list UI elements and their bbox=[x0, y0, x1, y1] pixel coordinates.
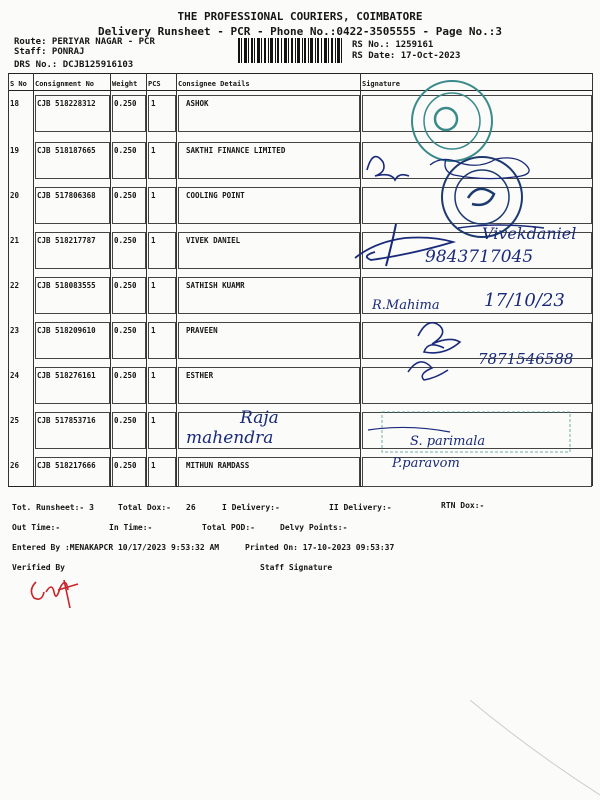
cell-sno: 26 bbox=[10, 461, 20, 470]
handwritten-phone: 9843717045 bbox=[425, 247, 534, 267]
handwritten-name: R.Mahima bbox=[372, 298, 440, 313]
cell-sno: 24 bbox=[10, 371, 20, 380]
column-divider bbox=[146, 73, 147, 486]
cell-consignment: CJB 518276161 bbox=[37, 371, 96, 380]
entered-by: Entered By :MENAKAPCR 10/17/2023 9:53:32 AM bbox=[12, 543, 220, 552]
cell-weight: 0.250 bbox=[114, 281, 137, 290]
cell-weight: 0.250 bbox=[114, 236, 137, 245]
total-pod-label: Total POD:- bbox=[202, 523, 255, 532]
document-title: THE PROFESSIONAL COURIERS, COIMBATORE bbox=[177, 10, 423, 23]
cell-consignment: CJB 517853716 bbox=[37, 416, 96, 425]
column-divider bbox=[110, 73, 111, 486]
total-dox-label: Total Dox:- bbox=[118, 503, 171, 512]
column-divider bbox=[360, 73, 361, 486]
cell-pcs: 1 bbox=[151, 371, 156, 380]
staff-label: Staff: PONRAJ bbox=[14, 47, 85, 57]
column-header-consignee: Consignee Details bbox=[178, 80, 250, 88]
cell-weight: 0.250 bbox=[114, 191, 137, 200]
cell-weight: 0.250 bbox=[114, 99, 137, 108]
scan-artifact-line bbox=[470, 700, 600, 800]
column-header-consignment: Consignment No bbox=[35, 80, 95, 88]
cell-consignment: CJB 518228312 bbox=[37, 99, 96, 108]
cell-consignee: ESTHER bbox=[186, 371, 214, 380]
table-top-border bbox=[8, 73, 592, 74]
cell-consignment: CJB 518209610 bbox=[37, 326, 96, 335]
handwritten-name: Vivekdaniel bbox=[482, 224, 577, 243]
table-right-border bbox=[592, 73, 593, 486]
cell-consignee: PRAVEEN bbox=[186, 326, 218, 335]
cell-consignee: SAKTHI FINANCE LIMITED bbox=[186, 146, 286, 155]
in-time-label: In Time:- bbox=[109, 523, 153, 532]
cell-pcs: 1 bbox=[151, 416, 156, 425]
cell-weight: 0.250 bbox=[114, 326, 137, 335]
cell-box bbox=[362, 367, 592, 404]
cell-weight: 0.250 bbox=[114, 146, 137, 155]
cell-consignee: SATHISH KUAMR bbox=[186, 281, 245, 290]
cell-pcs: 1 bbox=[151, 326, 156, 335]
staff-signature-label: Staff Signature bbox=[260, 563, 333, 572]
cell-sno: 22 bbox=[10, 281, 20, 290]
cell-consignee: VIVEK DANIEL bbox=[186, 236, 241, 245]
cell-box bbox=[362, 95, 592, 132]
cell-consignment: CJB 518187665 bbox=[37, 146, 96, 155]
document-subtitle: Delivery Runsheet - PCR - Phone No.:0422-3505555 - Page No.:3 bbox=[98, 25, 502, 38]
table-left-border bbox=[8, 73, 9, 486]
out-time-label: Out Time:- bbox=[12, 523, 61, 532]
i-delivery-label: I Delivery:- bbox=[222, 503, 280, 512]
tot-runsheet: Tot. Runsheet:- 3 bbox=[12, 503, 94, 512]
route-label: Route: PERIYAR NAGAR - PCR bbox=[14, 37, 155, 47]
table-header-border bbox=[8, 90, 592, 91]
rs-number: RS No.: 1259161 bbox=[352, 40, 434, 50]
cell-sno: 25 bbox=[10, 416, 20, 425]
cell-consignment: CJB 518217787 bbox=[37, 236, 96, 245]
printed-on: Printed On: 17-10-2023 09:53:37 bbox=[245, 543, 395, 552]
ii-delivery-label: II Delivery:- bbox=[329, 503, 392, 512]
cell-pcs: 1 bbox=[151, 281, 156, 290]
column-header-sno: S No bbox=[10, 80, 27, 88]
cell-pcs: 1 bbox=[151, 236, 156, 245]
handwritten-name: Raja bbox=[240, 408, 279, 428]
cell-sno: 18 bbox=[10, 99, 20, 108]
delvy-points-label: Delvy Points:- bbox=[280, 523, 348, 532]
cell-consignee: COOLING POINT bbox=[186, 191, 245, 200]
verified-by-label: Verified By bbox=[12, 563, 65, 572]
cell-box bbox=[362, 187, 592, 224]
handwritten-phone: 7871546588 bbox=[478, 350, 574, 368]
cell-sno: 19 bbox=[10, 146, 20, 155]
column-divider bbox=[33, 73, 34, 486]
drs-number: DRS No.: DCJB125916103 bbox=[14, 60, 134, 70]
cell-sno: 21 bbox=[10, 236, 20, 245]
cell-pcs: 1 bbox=[151, 461, 156, 470]
cell-weight: 0.250 bbox=[114, 416, 137, 425]
handwritten-signature: S. parimala bbox=[410, 434, 486, 449]
cell-sno: 20 bbox=[10, 191, 20, 200]
cell-consignment: CJB 518217666 bbox=[37, 461, 96, 470]
cell-pcs: 1 bbox=[151, 191, 156, 200]
cell-pcs: 1 bbox=[151, 146, 156, 155]
cell-sno: 23 bbox=[10, 326, 20, 335]
cell-consignment: CJB 517806368 bbox=[37, 191, 96, 200]
cell-pcs: 1 bbox=[151, 99, 156, 108]
handwritten-name: mahendra bbox=[186, 428, 274, 448]
column-header-weight: Weight bbox=[112, 80, 138, 88]
column-header-signature: Signature bbox=[362, 80, 400, 88]
column-header-pcs: PCS bbox=[148, 80, 161, 88]
rtn-dox-label: RTN Dox:- bbox=[441, 501, 485, 510]
total-dox-value: 26 bbox=[186, 503, 196, 512]
cell-weight: 0.250 bbox=[114, 371, 137, 380]
cell-consignee: ASHOK bbox=[186, 99, 209, 108]
cell-weight: 0.250 bbox=[114, 461, 137, 470]
cell-consignee: MITHUN RAMDASS bbox=[186, 461, 250, 470]
cell-consignment: CJB 518083555 bbox=[37, 281, 96, 290]
handwritten-date: 17/10/23 bbox=[484, 290, 565, 311]
barcode-icon bbox=[238, 38, 342, 63]
handwritten-signature: P.paravom bbox=[392, 456, 460, 471]
cell-box bbox=[362, 142, 592, 179]
column-divider bbox=[176, 73, 177, 486]
rs-date: RS Date: 17-Oct-2023 bbox=[352, 51, 461, 61]
